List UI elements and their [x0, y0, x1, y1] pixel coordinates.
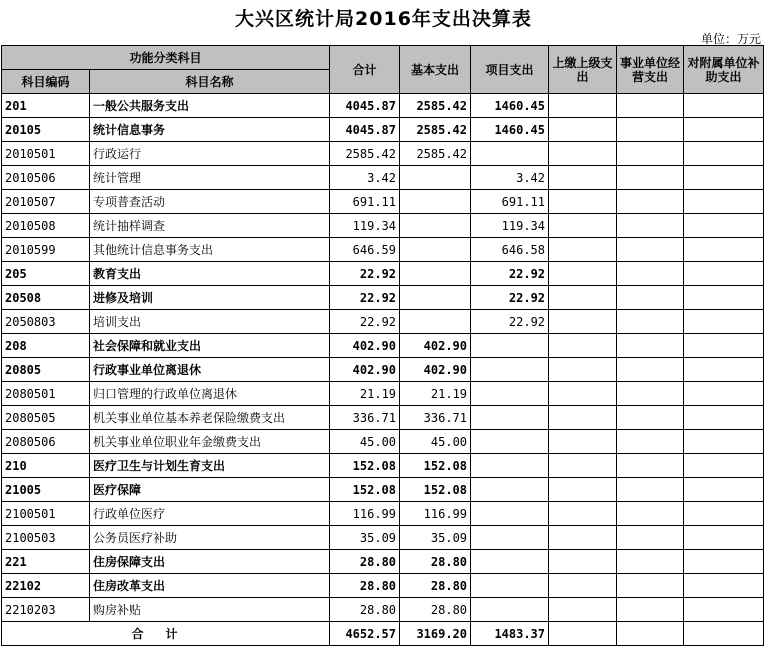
row-total: 28.80 [330, 550, 400, 574]
row-upper [549, 502, 617, 526]
row-total: 21.19 [330, 382, 400, 406]
expenditure-table [1, 45, 764, 646]
row-upper [549, 382, 617, 406]
row-total: 22.92 [330, 310, 400, 334]
row-subsidy [684, 550, 764, 574]
header-project: 项目支出 [471, 46, 549, 94]
row-total: 152.08 [330, 478, 400, 502]
row-basic [400, 190, 471, 214]
row-subsidy [684, 166, 764, 190]
row-subsidy [684, 334, 764, 358]
row-project: 22.92 [471, 286, 549, 310]
row-code: 208 [2, 334, 90, 358]
table-row [2, 382, 764, 406]
row-name: 行政单位医疗 [90, 502, 330, 526]
row-code: 2010501 [2, 142, 90, 166]
row-total: 152.08 [330, 454, 400, 478]
row-name: 专项普查活动 [90, 190, 330, 214]
row-basic [400, 286, 471, 310]
row-total: 45.00 [330, 430, 400, 454]
row-name: 其他统计信息事务支出 [90, 238, 330, 262]
row-basic: 35.09 [400, 526, 471, 550]
row-subsidy [684, 454, 764, 478]
row-name: 归口管理的行政单位离退休 [90, 382, 330, 406]
row-upper [549, 526, 617, 550]
row-code: 210 [2, 454, 90, 478]
row-subsidy [684, 478, 764, 502]
row-total: 119.34 [330, 214, 400, 238]
row-subsidy [684, 142, 764, 166]
row-basic: 28.80 [400, 598, 471, 622]
row-total: 35.09 [330, 526, 400, 550]
row-business [617, 166, 684, 190]
row-business [617, 502, 684, 526]
table-row [2, 238, 764, 262]
row-total: 691.11 [330, 190, 400, 214]
table-row [2, 286, 764, 310]
row-upper [549, 310, 617, 334]
row-basic: 2585.42 [400, 118, 471, 142]
header-basic: 基本支出 [400, 46, 471, 94]
row-business [617, 262, 684, 286]
row-business [617, 238, 684, 262]
row-business [617, 382, 684, 406]
table-row [2, 310, 764, 334]
row-total: 336.71 [330, 406, 400, 430]
table-row [2, 454, 764, 478]
row-basic [400, 238, 471, 262]
row-name: 机关事业单位基本养老保险缴费支出 [90, 406, 330, 430]
row-subsidy [684, 598, 764, 622]
row-total: 4045.87 [330, 94, 400, 118]
row-business [617, 118, 684, 142]
table-row [2, 574, 764, 598]
row-project: 691.11 [471, 190, 549, 214]
row-basic [400, 262, 471, 286]
row-name: 住房保障支出 [90, 550, 330, 574]
row-upper [549, 262, 617, 286]
total-upper [549, 622, 617, 646]
row-subsidy [684, 574, 764, 598]
row-total: 22.92 [330, 262, 400, 286]
row-project [471, 526, 549, 550]
row-total: 2585.42 [330, 142, 400, 166]
header-code: 科目编码 [2, 70, 90, 94]
row-code: 21005 [2, 478, 90, 502]
row-code: 2080506 [2, 430, 90, 454]
row-project: 22.92 [471, 262, 549, 286]
row-project [471, 142, 549, 166]
row-subsidy [684, 430, 764, 454]
row-basic: 152.08 [400, 454, 471, 478]
row-total: 646.59 [330, 238, 400, 262]
row-basic: 28.80 [400, 574, 471, 598]
row-upper [549, 94, 617, 118]
row-code: 2210203 [2, 598, 90, 622]
header-upper: 上缴上级支出 [549, 46, 617, 94]
row-project [471, 454, 549, 478]
row-name: 住房改革支出 [90, 574, 330, 598]
row-upper [549, 478, 617, 502]
row-name: 培训支出 [90, 310, 330, 334]
row-upper [549, 238, 617, 262]
row-code: 2080505 [2, 406, 90, 430]
row-name: 医疗保障 [90, 478, 330, 502]
table-row [2, 142, 764, 166]
row-name: 行政事业单位离退休 [90, 358, 330, 382]
row-code: 20508 [2, 286, 90, 310]
row-total: 402.90 [330, 358, 400, 382]
row-project: 22.92 [471, 310, 549, 334]
row-business [617, 94, 684, 118]
row-business [617, 190, 684, 214]
total-business [617, 622, 684, 646]
row-upper [549, 430, 617, 454]
table-row [2, 334, 764, 358]
row-subsidy [684, 94, 764, 118]
table-row [2, 94, 764, 118]
row-subsidy [684, 382, 764, 406]
row-project: 646.58 [471, 238, 549, 262]
row-name: 购房补贴 [90, 598, 330, 622]
row-project [471, 550, 549, 574]
total-basic: 3169.20 [400, 622, 471, 646]
row-upper [549, 334, 617, 358]
row-project [471, 598, 549, 622]
row-total: 4045.87 [330, 118, 400, 142]
row-business [617, 214, 684, 238]
row-project [471, 406, 549, 430]
header-group: 功能分类科目 [2, 46, 330, 70]
row-subsidy [684, 526, 764, 550]
row-name: 公务员医疗补助 [90, 526, 330, 550]
row-subsidy [684, 502, 764, 526]
row-subsidy [684, 238, 764, 262]
row-business [617, 550, 684, 574]
row-name: 医疗卫生与计划生育支出 [90, 454, 330, 478]
row-basic [400, 310, 471, 334]
row-basic: 402.90 [400, 358, 471, 382]
row-business [617, 526, 684, 550]
row-name: 社会保障和就业支出 [90, 334, 330, 358]
table-row [2, 262, 764, 286]
row-basic: 2585.42 [400, 94, 471, 118]
row-basic: 402.90 [400, 334, 471, 358]
row-code: 2100503 [2, 526, 90, 550]
row-upper [549, 142, 617, 166]
row-code: 2050803 [2, 310, 90, 334]
row-subsidy [684, 118, 764, 142]
row-business [617, 358, 684, 382]
row-project [471, 334, 549, 358]
row-total: 116.99 [330, 502, 400, 526]
row-upper [549, 118, 617, 142]
row-project: 1460.45 [471, 118, 549, 142]
row-code: 2010599 [2, 238, 90, 262]
row-code: 201 [2, 94, 90, 118]
row-project: 119.34 [471, 214, 549, 238]
row-business [617, 478, 684, 502]
row-name: 行政运行 [90, 142, 330, 166]
row-code: 2100501 [2, 502, 90, 526]
row-project: 3.42 [471, 166, 549, 190]
total-row [2, 622, 764, 646]
page-title: 大兴区统计局2016年支出决算表 [235, 8, 532, 30]
row-upper [549, 454, 617, 478]
table-row [2, 214, 764, 238]
row-subsidy [684, 358, 764, 382]
row-code: 2010508 [2, 214, 90, 238]
row-code: 221 [2, 550, 90, 574]
total-project: 1483.37 [471, 622, 549, 646]
row-project [471, 358, 549, 382]
row-basic: 21.19 [400, 382, 471, 406]
row-code: 20105 [2, 118, 90, 142]
row-basic [400, 214, 471, 238]
row-project [471, 478, 549, 502]
row-code: 20805 [2, 358, 90, 382]
row-code: 22102 [2, 574, 90, 598]
row-name: 统计管理 [90, 166, 330, 190]
total-subsidy [684, 622, 764, 646]
row-code: 2010507 [2, 190, 90, 214]
row-basic: 336.71 [400, 406, 471, 430]
table-row [2, 550, 764, 574]
row-basic: 116.99 [400, 502, 471, 526]
row-name: 教育支出 [90, 262, 330, 286]
header-total: 合计 [330, 46, 400, 94]
row-total: 3.42 [330, 166, 400, 190]
row-business [617, 286, 684, 310]
row-project [471, 430, 549, 454]
row-name: 统计抽样调查 [90, 214, 330, 238]
row-upper [549, 214, 617, 238]
row-business [617, 574, 684, 598]
table-row [2, 478, 764, 502]
row-code: 2010506 [2, 166, 90, 190]
row-basic: 2585.42 [400, 142, 471, 166]
row-total: 28.80 [330, 574, 400, 598]
row-basic: 28.80 [400, 550, 471, 574]
table-row [2, 502, 764, 526]
row-subsidy [684, 406, 764, 430]
row-project: 1460.45 [471, 94, 549, 118]
row-basic: 45.00 [400, 430, 471, 454]
table-row [2, 118, 764, 142]
unit-label: 单位：万元 [700, 32, 761, 46]
row-business [617, 334, 684, 358]
row-basic [400, 166, 471, 190]
total-total: 4652.57 [330, 622, 400, 646]
row-upper [549, 286, 617, 310]
table-row [2, 358, 764, 382]
row-upper [549, 550, 617, 574]
row-upper [549, 166, 617, 190]
row-total: 402.90 [330, 334, 400, 358]
row-subsidy [684, 190, 764, 214]
header-name: 科目名称 [90, 70, 330, 94]
row-project [471, 574, 549, 598]
row-project [471, 502, 549, 526]
row-upper [549, 574, 617, 598]
row-business [617, 430, 684, 454]
row-subsidy [684, 262, 764, 286]
row-name: 进修及培训 [90, 286, 330, 310]
row-business [617, 310, 684, 334]
row-basic: 152.08 [400, 478, 471, 502]
row-total: 28.80 [330, 598, 400, 622]
row-upper [549, 190, 617, 214]
row-name: 机关事业单位职业年金缴费支出 [90, 430, 330, 454]
row-code: 2080501 [2, 382, 90, 406]
row-subsidy [684, 214, 764, 238]
row-name: 统计信息事务 [90, 118, 330, 142]
row-upper [549, 406, 617, 430]
row-business [617, 598, 684, 622]
row-business [617, 142, 684, 166]
total-label: 合计 [2, 622, 330, 646]
table-row [2, 598, 764, 622]
row-subsidy [684, 286, 764, 310]
header-subsidy: 对附属单位补助支出 [684, 46, 764, 94]
row-upper [549, 598, 617, 622]
table-row [2, 430, 764, 454]
row-business [617, 406, 684, 430]
row-upper [549, 358, 617, 382]
row-total: 22.92 [330, 286, 400, 310]
header-business: 事业单位经营支出 [617, 46, 684, 94]
row-business [617, 454, 684, 478]
table-row [2, 406, 764, 430]
row-subsidy [684, 310, 764, 334]
row-project [471, 382, 549, 406]
row-name: 一般公共服务支出 [90, 94, 330, 118]
table-row [2, 166, 764, 190]
table-row [2, 190, 764, 214]
row-code: 205 [2, 262, 90, 286]
table-row [2, 526, 764, 550]
